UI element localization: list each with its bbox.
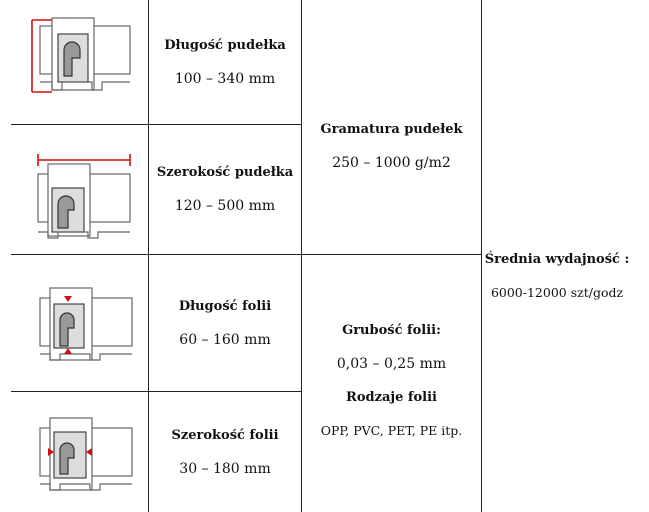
foil-length-value: 60 – 160 mm	[179, 331, 271, 348]
foil-thickness-label: Grubość folii:	[342, 323, 441, 338]
grammage-label: Gramatura pudełek	[320, 122, 463, 137]
box-length-value: 100 – 340 mm	[174, 70, 276, 87]
foil-thickness-value: 0,03 – 0,25 mm	[336, 356, 447, 372]
box-width-diagram	[30, 152, 138, 242]
foil-types-label: Rodzaje folii	[346, 390, 437, 405]
foil-types-value: OPP, PVC, PET, PE itp.	[320, 423, 463, 438]
foil-width-label: Szerokość folii	[171, 427, 279, 443]
foil-length-diagram	[34, 282, 136, 364]
box-length-diagram	[28, 12, 136, 98]
output-label: Średnia wydajność :	[484, 252, 630, 267]
foil-length-label: Długość folii	[178, 298, 272, 314]
box-width-label: Szerokość pudełka	[156, 165, 294, 180]
output-value: 6000-12000 szt/godz	[490, 285, 624, 300]
box-length-label: Długość pudełka	[164, 37, 286, 53]
foil-width-diagram	[34, 412, 136, 494]
box-width-value: 120 – 500 mm	[174, 198, 276, 214]
foil-width-value: 30 – 180 mm	[179, 460, 271, 477]
grammage-value: 250 – 1000 g/m2	[332, 155, 451, 171]
